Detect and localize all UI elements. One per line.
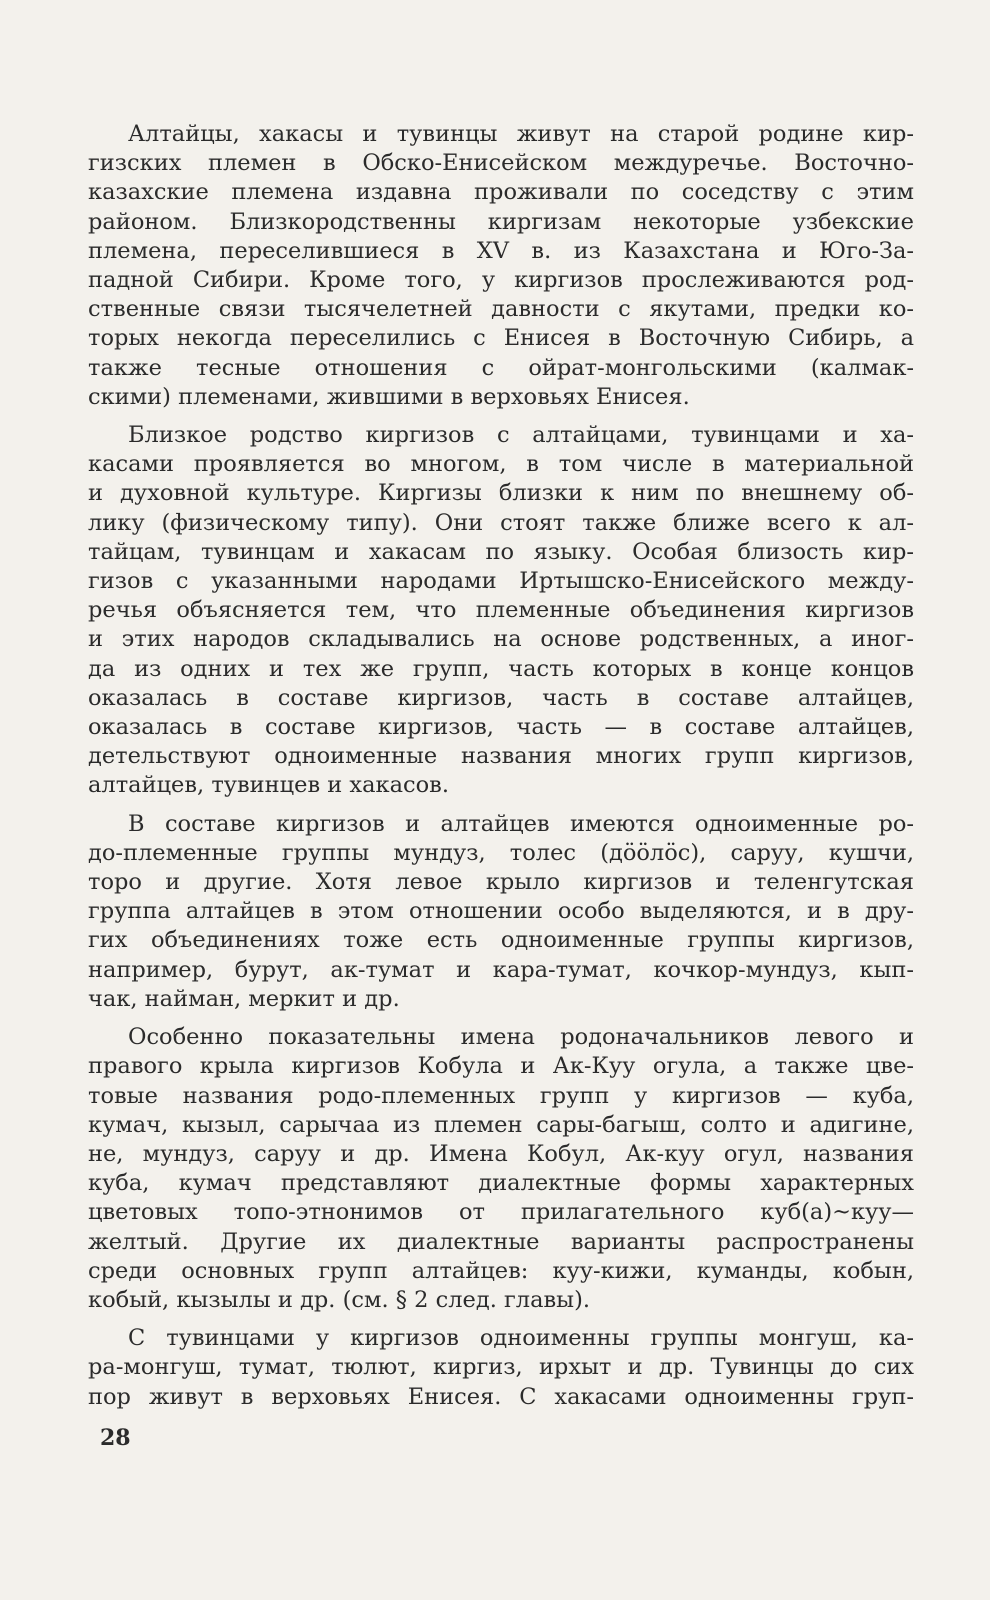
text-line: Алтайцы, хакасы и тувинцы живут на старой родине кир- xyxy=(128,121,914,147)
text-line: детельствуют одноименные названия многих групп киргизов, xyxy=(88,743,914,770)
text-line: до-племенные группы мундуз, толес (дӧӧлӧс), саруу, кушчи, xyxy=(88,839,914,866)
text-line: цветовых топо-этнонимов от прилагательного куб(а)~куу— xyxy=(88,1199,914,1226)
text-line: да из одних и тех же групп, часть которых в конце концов xyxy=(88,655,914,682)
text-line: желтый. Другие их диалектные варианты распространены xyxy=(88,1228,914,1255)
body-text xyxy=(88,120,914,1421)
text-line: группа алтайцев в этом отношении особо выделяются, и в дру- xyxy=(88,898,914,925)
text-line: пор живут в верховьях Енисея. С хакасами одноименны груп- xyxy=(88,1383,914,1410)
text-line: С тувинцами у киргизов одноименны группы монгуш, ка- xyxy=(128,1325,914,1352)
text-line: В составе киргизов и алтайцев имеются одноименные ро- xyxy=(128,810,914,837)
text-line: кумач, кызыл, сарычаа из племен сары-багыш, солто и адигине, xyxy=(88,1111,914,1138)
text-line: Близкое родство киргизов с алтайцами, тувинцами и ха- xyxy=(128,422,914,449)
text-line: районом. Близкородственны киргизам некоторые узбекские xyxy=(88,208,914,235)
text-line: ра-монгуш, тумат, тюлют, киргиз, ирхыт и др. Тувинцы до сих xyxy=(88,1354,914,1381)
text-line: куба, кумач представляют диалектные формы характерных xyxy=(88,1170,914,1197)
text-line: и духовной культуре. Киргизы близки к ним по внешнему об- xyxy=(88,480,914,507)
text-line: также тесные отношения с ойрат-монгольскими (калмак- xyxy=(88,354,914,381)
text-line: падной Сибири. Кроме того, у киргизов прослеживаются род- xyxy=(88,267,914,294)
text-line: товые названия родо-племенных групп у киргизов — куба, xyxy=(88,1082,914,1109)
text-line: оказалась в составе киргизов, часть в составе алтайцев, xyxy=(88,684,914,711)
text-line: гизов с указанными народами Иртышско-Енисейского между- xyxy=(88,568,914,595)
text-line: лику (физическому типу). Они стоят также ближе всего к ал- xyxy=(88,509,914,536)
text-line: речья объясняется тем, что племенные объединения киргизов xyxy=(88,597,914,624)
text-line: правого крыла киргизов Кобула и Ак-Куу огула, а также цве- xyxy=(88,1053,914,1080)
text-line: оказалась в составе киргизов, часть — в составе алтайцев, xyxy=(88,714,914,741)
text-line: алтайцев, тувинцев и хакасов. xyxy=(88,772,449,799)
paragraph-5 xyxy=(88,1324,914,1412)
paragraph-1 xyxy=(88,120,914,412)
text-line: чак, найман, меркит и др. xyxy=(88,985,400,1012)
text-line: например, бурут, ак-тумат и кара-тумат, кочкор-мундуз, кып- xyxy=(88,956,914,983)
paragraph-3 xyxy=(88,810,914,1014)
text-line: скими) племенами, жившими в верховьях Енисея. xyxy=(88,383,690,410)
text-line: среди основных групп алтайцев: куу-кижи, куманды, кобын, xyxy=(88,1257,914,1284)
text-line: гизских племен в Обско-Енисейском междуречье. Восточно- xyxy=(88,150,914,177)
text-line: торых некогда переселились с Енисея в Восточную Сибирь, а xyxy=(88,325,914,352)
text-line: и этих народов складывались на основе родственных, а иног- xyxy=(88,626,914,653)
paragraph-4 xyxy=(88,1023,914,1315)
text-line: казахские племена издавна проживали по соседству с этим xyxy=(88,179,914,206)
text-line: кобый, кызылы и др. (см. § 2 след. главы). xyxy=(88,1286,590,1313)
text-line: гих объединениях тоже есть одноименные группы киргизов, xyxy=(88,927,914,954)
text-line: племена, переселившиеся в XV в. из Казахстана и Юго-За- xyxy=(88,237,914,264)
paragraph-2 xyxy=(88,421,914,801)
page-number: 28 xyxy=(100,1425,131,1451)
text-line: торо и другие. Хотя левое крыло киргизов и теленгутская xyxy=(88,869,914,896)
text-line: касами проявляется во многом, в том числе в материальной xyxy=(88,451,914,478)
text-line: не, мундуз, саруу и др. Имена Кобул, Ак-куу огул, названия xyxy=(88,1140,914,1167)
text-line: тайцам, тувинцам и хакасам по языку. Особая близость кир- xyxy=(88,538,914,565)
text-line: Особенно показательны имена родоначальников левого и xyxy=(128,1024,914,1051)
text-line: ственные связи тысячелетней давности с якутами, предки ко- xyxy=(88,296,914,323)
